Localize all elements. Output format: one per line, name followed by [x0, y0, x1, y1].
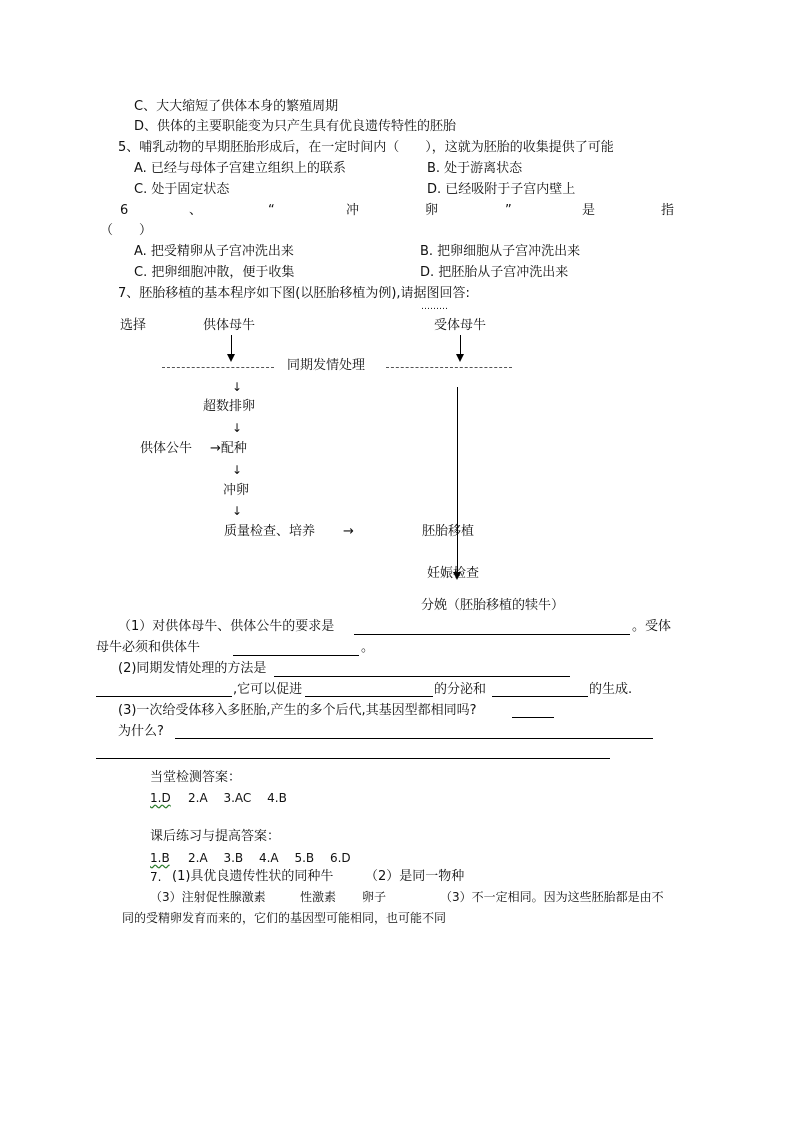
diagram-superovulation: 超数排卵: [203, 399, 256, 414]
answers-q7-2: （2）是同一物种: [365, 869, 465, 884]
q7-sub2-c: 的分泌和: [434, 682, 487, 697]
q5-option-b: B. 处于游离状态: [427, 161, 523, 176]
answers-q7-1: (1)具优良遗传性状的同种牛: [172, 869, 334, 884]
q5-option-a: A. 已经与母体子宫建立组织上的联系: [134, 161, 346, 176]
answers-class-title: 当堂检测答案：: [150, 770, 242, 785]
q7-sub1-a: （1）对供体母牛、供体公牛的要求是: [118, 619, 335, 634]
q6-part: ”: [505, 203, 512, 218]
answers-after-rest: 2.A 3.B 4.A 5.B 6.D: [188, 851, 351, 865]
answer-blank[interactable]: [354, 634, 630, 635]
diagram-transfer: 胚胎移植: [422, 524, 475, 539]
down-arrow: ↓: [232, 463, 243, 477]
q4-option-d: D、供体的主要职能变为只产生具有优良遗传特性的胚胎: [134, 119, 457, 134]
diagram-recipient-cow: 受体母牛: [434, 318, 487, 333]
answer-blank[interactable]: [96, 758, 610, 759]
diagram-donor-bull: 供体公牛: [140, 441, 193, 456]
q7-sub1-b: 。受体: [632, 619, 672, 634]
arrow-head: [456, 354, 464, 362]
q6-option-d: D. 把胚胎从子宫冲洗出来: [420, 265, 569, 280]
arrow-head: [227, 354, 235, 362]
q6-part: 是: [582, 203, 596, 218]
diagram-select: 选择: [120, 318, 147, 333]
diagram-pregnancy: 妊娠检查: [427, 566, 480, 581]
down-arrow: ↓: [232, 421, 243, 435]
diagram-donor-cow: 供体母牛: [203, 318, 256, 333]
q6-option-c: C. 把卵细胞冲散，便于收集: [134, 265, 295, 280]
recipient-arrow-line: [457, 387, 458, 574]
diagram-sync: 同期发情处理: [287, 358, 366, 373]
q6-part: “: [268, 203, 275, 218]
answers-after-title: 课后练习与提高答案：: [150, 829, 281, 844]
q7-sub2-b: ,它可以促进: [233, 682, 303, 697]
answers-class-rest: 2.A 3.AC 4.B: [188, 791, 287, 805]
diagram-birth: 分娩（胚胎移植的犊牛）: [421, 598, 565, 613]
q6-part: 冲: [346, 203, 360, 218]
answers-after-1-text: 1.B: [150, 851, 170, 865]
answers-after-1: [150, 850, 170, 866]
arrow-line: [231, 335, 232, 355]
answers-q7-3b: 性激素: [300, 890, 337, 904]
q5-option-d: D. 已经吸附于子宫内壁上: [427, 182, 576, 197]
q7-stem: 7、胚胎移植的基本程序如下图(以胚胎移植为例),请据图回答:: [118, 286, 470, 301]
answer-blank[interactable]: [305, 696, 433, 697]
diagram-right-arrow: →: [343, 524, 354, 539]
answers-q7-3c: 卵子: [362, 890, 387, 904]
q4-option-c: C、大大缩短了供体本身的繁殖周期: [134, 99, 339, 114]
dashed-line: [386, 367, 512, 368]
q7-sub2-d: 的生成.: [589, 682, 633, 697]
q6-part: 卵: [425, 203, 439, 218]
q6-part: 、: [189, 203, 203, 218]
answer-blank[interactable]: [175, 738, 653, 739]
q6-paren: （ ）: [100, 223, 153, 238]
diagram-mating: →配种: [210, 441, 247, 456]
q7-sub3-b: 为什么?: [118, 724, 164, 739]
answer-blank[interactable]: [274, 676, 570, 677]
arrow-line: [460, 335, 461, 355]
answers-q7-3a: （3）注射促性腺激素: [150, 890, 266, 904]
q7-sub1-c: 母牛必须和供体牛: [96, 640, 201, 655]
answers-q7-num: 7.: [150, 870, 162, 884]
q7-sub1-d: 。: [361, 640, 375, 655]
q6-part: 6: [120, 203, 129, 218]
dashed-line: [162, 367, 274, 368]
q5-option-c: C. 处于固定状态: [134, 182, 230, 197]
q7-sub2-a: (2)同期发情处理的方法是: [118, 661, 267, 676]
answers-class-1-text: 1.D: [150, 791, 171, 805]
down-arrow: ↓: [232, 504, 243, 518]
answers-q7-3e: 同的受精卵发育而来的，它们的基因型可能相同，也可能不同: [122, 911, 447, 925]
diagram-flush: 冲卵: [223, 483, 250, 498]
answer-blank[interactable]: [96, 696, 232, 697]
q6-part: 指: [661, 203, 675, 218]
q6-option-b: B. 把卵细胞从子宫冲洗出来: [420, 244, 581, 259]
answer-blank[interactable]: [233, 655, 359, 656]
answers-class-1: [150, 790, 171, 806]
answer-blank[interactable]: [512, 717, 554, 718]
answer-blank[interactable]: [492, 696, 588, 697]
q7-sub3-a: (3)一次给受体移入多胚胎,产生的多个后代,其基因型都相同吗?: [118, 703, 477, 718]
q5-stem: 5、哺乳动物的早期胚胎形成后，在一定时间内（ ），这就为胚胎的收集提供了可能: [118, 140, 614, 155]
q7-dots: ………: [421, 302, 448, 312]
down-arrow: ↓: [232, 380, 243, 394]
diagram-quality: 质量检查、培养: [224, 524, 316, 539]
answers-q7-3d: （3）不一定相同。因为这些胚胎都是由不: [440, 890, 664, 904]
q6-option-a: A. 把受精卵从子宫冲洗出来: [134, 244, 294, 259]
